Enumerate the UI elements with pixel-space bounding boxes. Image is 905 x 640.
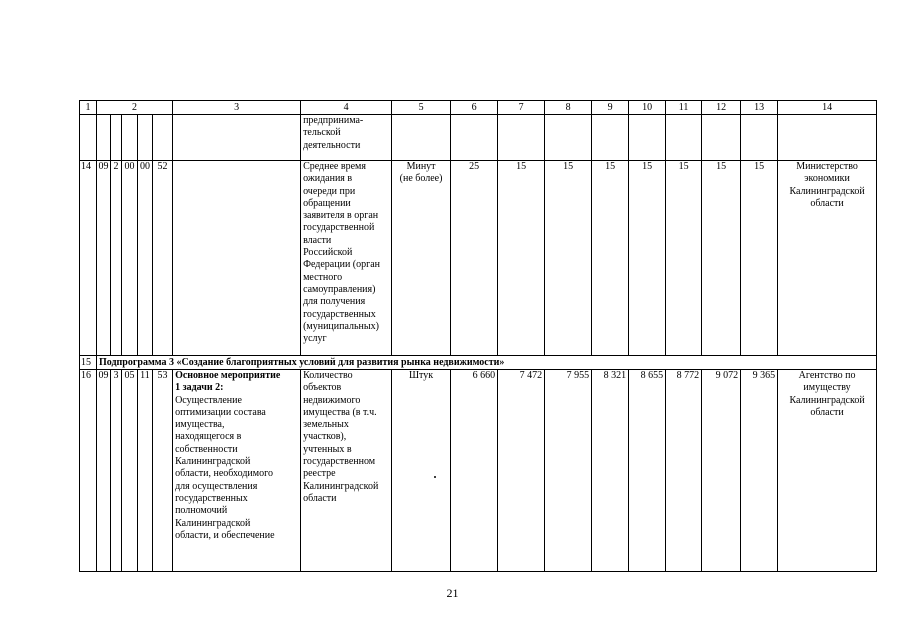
indicator-cell: [301, 115, 392, 161]
header-cell-7: 7: [498, 101, 545, 115]
code-part: 3: [111, 370, 122, 572]
header-cell-13: 13: [741, 101, 778, 115]
value-cell: 15: [545, 161, 592, 356]
code-part: 00: [138, 161, 153, 356]
row-number: 14: [80, 161, 97, 356]
code-part: 11: [138, 370, 153, 572]
indicator-text: Количество объектов недвижимого имущества (в т.ч. земельных участков), учтенных в государственном реестре Калининградской области: [303, 370, 379, 504]
responsible-text: Агентство по имуществу Калининградской области: [789, 370, 865, 418]
code-part: 00: [122, 161, 138, 356]
header-cell-12: 12: [702, 101, 741, 115]
value-cell: 15: [629, 161, 666, 356]
responsible-cell: [778, 370, 877, 572]
value-cell: 8 321: [592, 370, 629, 572]
row-number: 15: [80, 356, 97, 370]
header-cell-3: 3: [173, 101, 301, 115]
event-cell: [173, 370, 301, 572]
row-number: 16: [80, 370, 97, 572]
page-number: 21: [446, 586, 459, 600]
table-row: [80, 161, 877, 356]
header-cell-6: 6: [451, 101, 498, 115]
header-cell-5: 5: [392, 101, 451, 115]
header-cell-10: 10: [629, 101, 666, 115]
table-row: [80, 370, 877, 572]
header-cell-8: 8: [545, 101, 592, 115]
unit-text: Минут (не более): [399, 161, 443, 185]
event-title: Основное мероприятие 1 задачи 2:: [175, 370, 281, 394]
indicators-table: [79, 100, 877, 572]
value-cell: 8 772: [666, 370, 702, 572]
event-text: Осуществление оптимизации состава имущества, находящегося в собственности Калининградской области, необходимого для осуществления государственных полномочий Калининградской области, и обеспечение: [175, 394, 275, 541]
value-cell: 6 660: [451, 370, 498, 572]
value-cell: 15: [702, 161, 741, 356]
value-cell: 7 472: [498, 370, 545, 572]
responsible-cell: [778, 161, 877, 356]
value-cell: 25: [451, 161, 498, 356]
value-cell: 15: [498, 161, 545, 356]
code-part: 09: [97, 370, 111, 572]
indicator-text: предпринима- тельской деятельности: [303, 115, 364, 151]
value-cell: 7 955: [545, 370, 592, 572]
code-part: 05: [122, 370, 138, 572]
indicator-cell: [301, 370, 392, 572]
header-cell-4: 4: [301, 101, 392, 115]
section-row: [80, 356, 877, 370]
value-cell: 9 072: [702, 370, 741, 572]
code-part: 52: [153, 161, 173, 356]
header-cell-11: 11: [666, 101, 702, 115]
code-part: 09: [97, 161, 111, 356]
indicator-cell: [301, 161, 392, 356]
value-cell: 9 365: [741, 370, 778, 572]
code-part: 53: [153, 370, 173, 572]
header-row: [80, 101, 877, 115]
header-cell-1: 1: [80, 101, 97, 115]
value-cell: 8 655: [629, 370, 666, 572]
value-cell: 15: [592, 161, 629, 356]
value-cell: 15: [666, 161, 702, 356]
responsible-text: Министерство экономики Калининградской области: [789, 161, 865, 209]
header-cell-2: 2: [97, 101, 173, 115]
section-title: Подпрограмма 3 «Создание благоприятных условий для развития рынка недвижимости»: [97, 356, 877, 370]
unit-cell: [392, 161, 451, 356]
header-cell-9: 9: [592, 101, 629, 115]
table-row: [80, 115, 877, 161]
header-cell-14: 14: [778, 101, 877, 115]
scan-speck: [434, 476, 436, 478]
event-cell: [173, 161, 301, 356]
value-cell: 15: [741, 161, 778, 356]
unit-cell: Штук: [392, 370, 451, 572]
code-part: 2: [111, 161, 122, 356]
indicator-text: Среднее время ожидания в очереди при обращении заявителя в орган государственной власти Российской Федерации (орган местного самоуправления) для получения государственных (муниципальных) услуг: [303, 161, 381, 345]
